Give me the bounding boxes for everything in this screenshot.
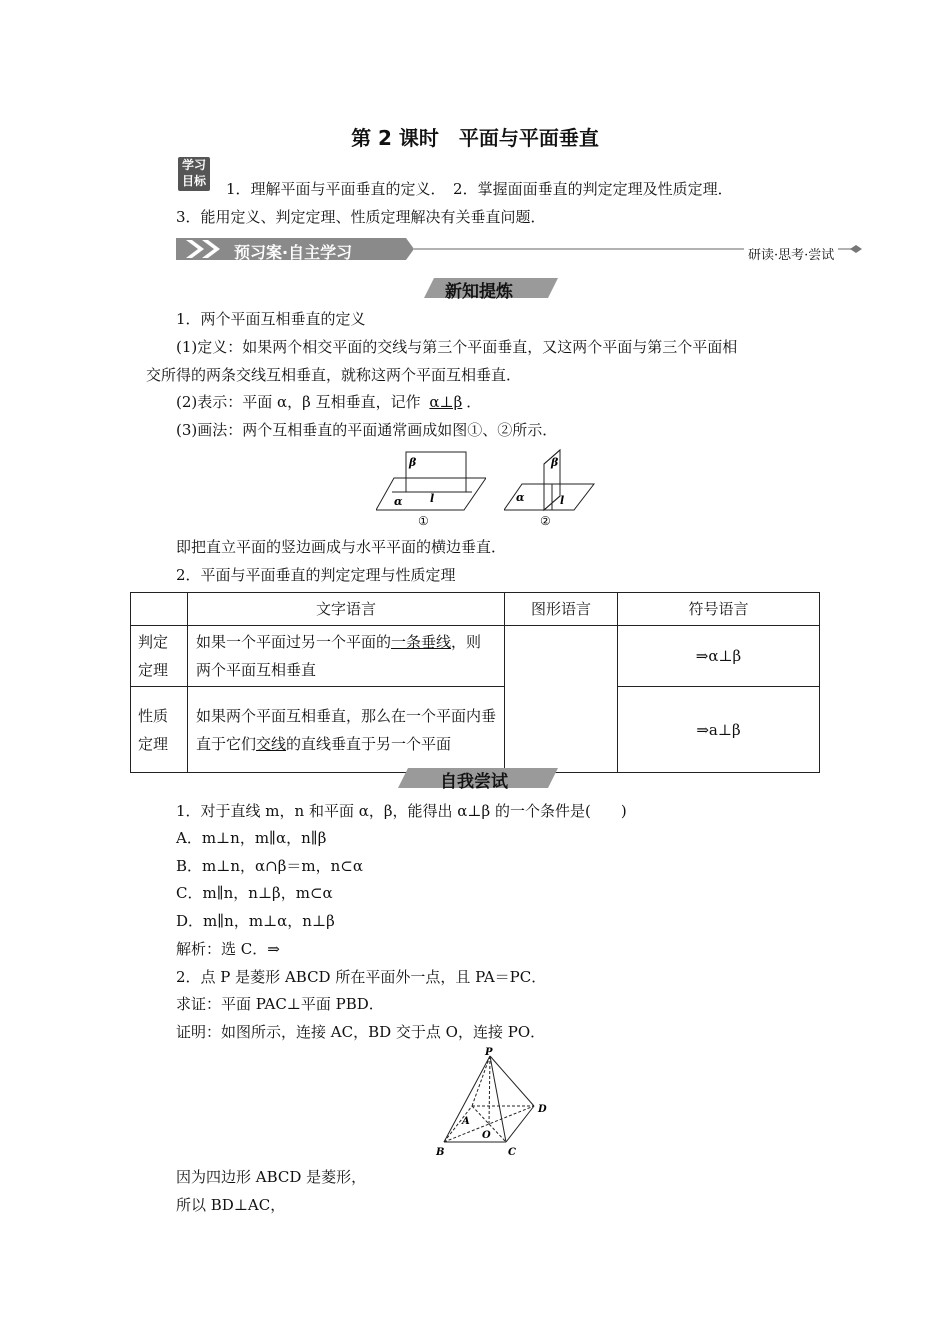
section-heading-new-knowledge: 新知提炼 [445,282,513,302]
banner-right-label: 研读·思考·尝试 [744,244,838,263]
after-figure-text: 即把直立平面的竖边画成与水平平面的横边垂直． [176,538,507,556]
fig1-caption: ① [418,514,429,528]
pyramid-label-b: B [436,1147,445,1158]
fig2-beta-label: β [551,456,559,469]
table-row [131,626,820,687]
table-header-symbol-language: 符号语言 [618,593,820,626]
pyramid-label-a: A [462,1116,470,1127]
perpendicular-planes-figure-1 [376,450,486,530]
pyramid-label-o: O [482,1130,491,1141]
answer-analysis: 解析：选 C．⇒ [176,940,280,958]
pyramid-label-d: D [538,1104,547,1115]
proof-start: 证明：如图所示，连接 AC，BD 交于点 O，连接 PO． [176,1023,546,1041]
page-title: 第 2 课时 平面与平面垂直 [351,126,599,150]
definition-line1: (1)定义：如果两个相交平面的交线与第三个平面垂直，又这两个平面与第三个平面相 [176,338,738,356]
option-d: D．m∥n，m⊥α，n⊥β [176,912,335,930]
item2-heading: 2．平面与平面垂直的判定定理与性质定理 [176,566,456,584]
proof-line-a: 因为四边形 ABCD 是菱形， [176,1168,367,1186]
perpendicular-planes-figure-2 [504,448,596,530]
notation-prefix: (2)表示：平面 α，β 互相垂直，记作 [176,393,421,411]
row-symbol-judgment: ⇒α⊥β [618,626,820,687]
proof-line-b: 所以 BD⊥AC， [176,1196,286,1214]
prove-statement: 求证：平面 PAC⊥平面 PBD． [176,995,384,1013]
row-text-judgment: 如果一个平面过另一个平面的一条垂线，则两个平面互相垂直 [188,626,505,687]
pyramid-figure [434,1046,550,1158]
objective-line2: 3．能用定义、判定定理、性质定理解决有关垂直问题． [176,208,546,226]
fig2-caption: ② [540,514,551,528]
question-1: 1．对于直线 m，n 和平面 α，β，能得出 α⊥β 的一个条件是( ) [176,802,627,820]
fig2-l-label: l [560,494,565,507]
row-label-judgment: 判定定理 [131,626,188,687]
objectives-badge [178,157,210,191]
table-row [131,687,820,773]
fig1-l-label: l [430,492,435,505]
notation-line [176,391,481,412]
notation-suffix: ． [466,393,482,411]
option-c: C．m∥n，n⊥β，m⊂α [176,884,333,902]
definition-line2: 交所得的两条交线互相垂直，就称这两个平面互相垂直． [146,366,522,384]
question-2: 2．点 P 是菱形 ABCD 所在平面外一点，且 PA＝PC． [176,968,547,986]
badge-line2: 目标 [181,174,206,188]
option-b: B．m⊥n，α∩β＝m，n⊂α [176,857,363,875]
theorem-table [130,592,820,773]
objective-line1: 1．理解平面与平面垂直的定义． 2．掌握面面垂直的判定定理及性质定理． [226,180,733,198]
item1-heading: 1．两个平面互相垂直的定义 [176,310,366,328]
graphic-cell [505,626,618,773]
option-a: A．m⊥n，m∥α，n∥β [176,829,327,847]
fig2-alpha-label: α [516,491,525,504]
banner-left-label: 预习案·自主学习 [234,243,353,262]
row-text-property: 如果两个平面互相垂直，那么在一个平面内垂直于它们交线的直线垂直于另一个平面 [188,687,505,773]
row-label-property: 性质定理 [131,687,188,773]
table-header-graphic-language: 图形语言 [505,593,618,626]
pyramid-label-p: P [485,1047,493,1058]
pyramid-label-c: C [508,1147,516,1158]
table-header-empty [131,593,188,626]
badge-line1: 学习 [181,158,206,172]
row-symbol-property: ⇒a⊥β [618,687,820,773]
section-heading-self-test: 自我尝试 [440,772,508,792]
drawing-method: (3)画法：两个互相垂直的平面通常画成如图①、②所示． [176,421,558,439]
fig1-beta-label: β [409,456,417,469]
fig1-alpha-label: α [394,495,403,508]
notation-value: α⊥β [429,393,463,411]
table-header-text-language: 文字语言 [188,593,505,626]
